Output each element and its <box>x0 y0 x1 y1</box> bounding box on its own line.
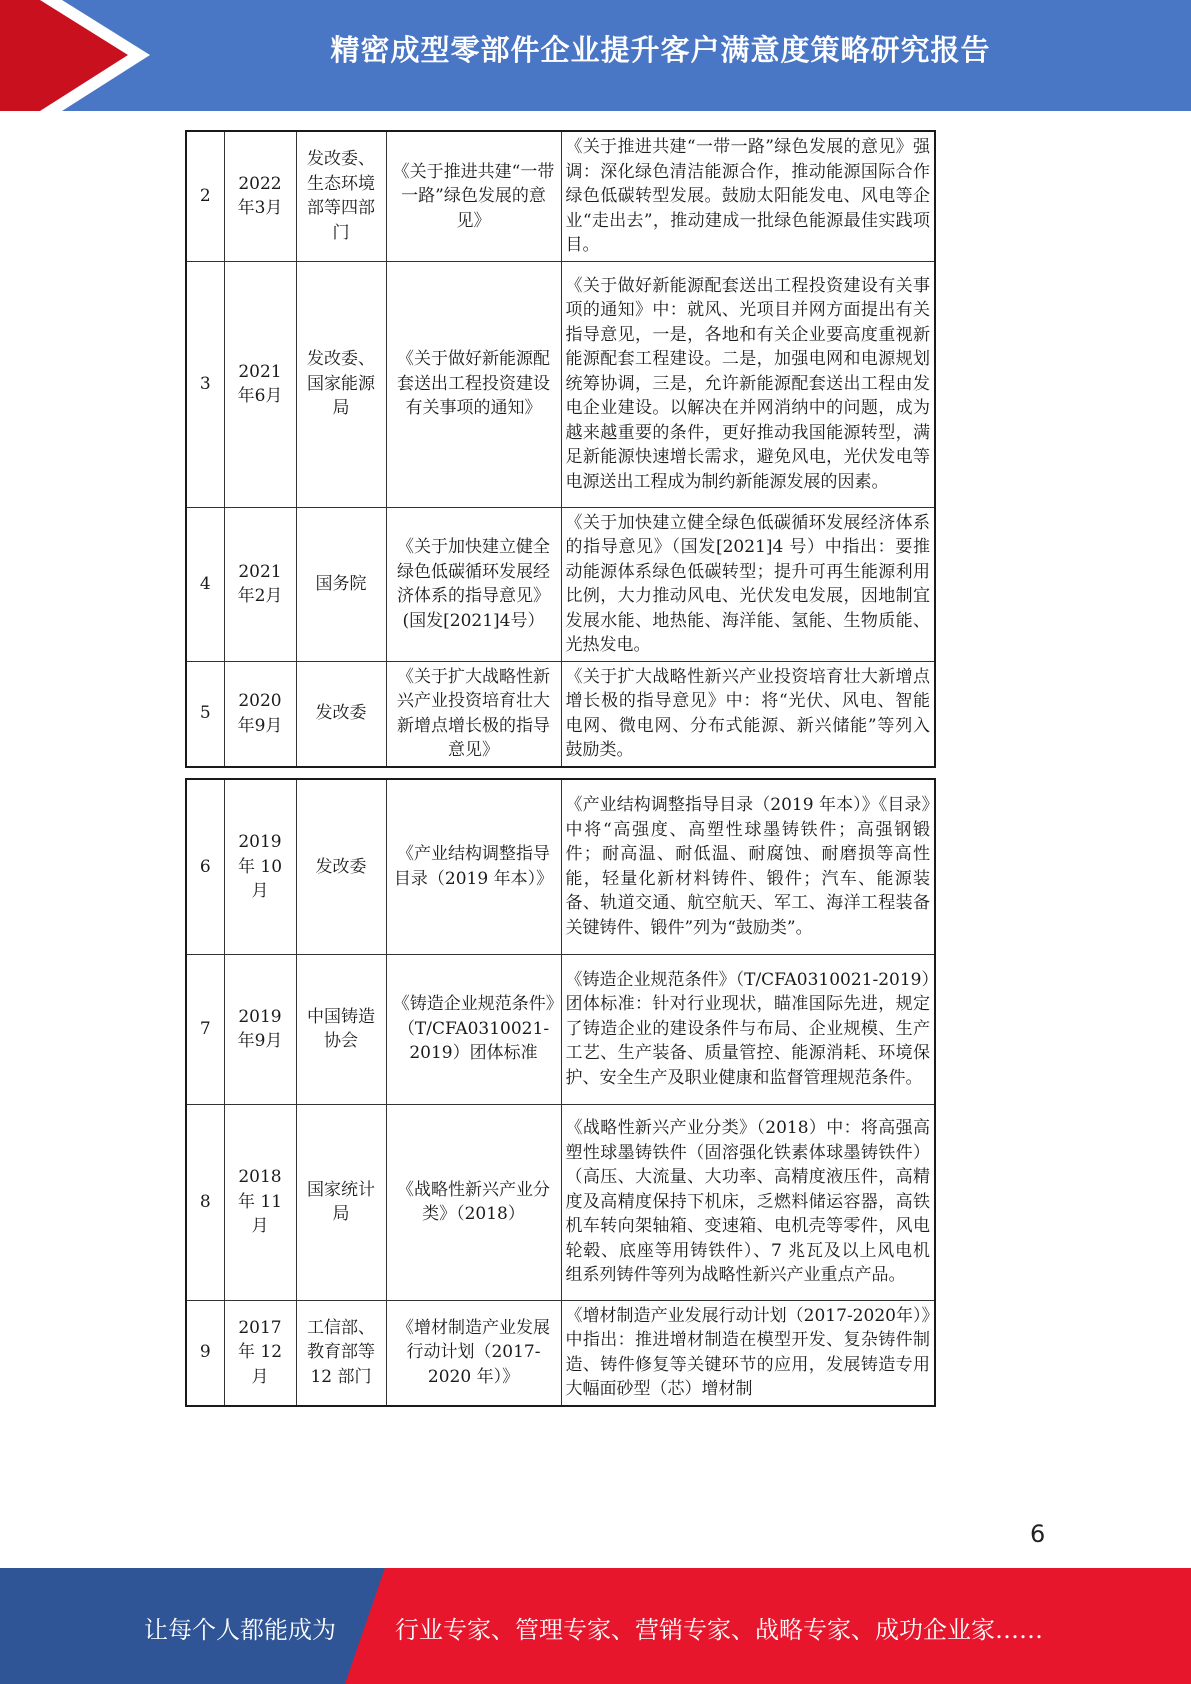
description-cell: 《战略性新兴产业分类》（2018）中：将高强高塑性球墨铸铁件（固溶强化铁素体球墨铸铁件）（高压、大流量、大功率、高精度液压件，高精度及高精度保持下机床，乏燃料储运容器，高铁机车转向架轴箱、变速箱、电机壳等零件，风电轮毂、底座等用铸铁件）、7 兆瓦及以上风电机组系列铸件等列为战略性新兴产业重点产品。 <box>561 1104 935 1300</box>
page-number: 6 <box>1030 1520 1046 1548</box>
row-number-cell: 8 <box>186 1104 224 1300</box>
page-header <box>0 0 1191 111</box>
footer-slogan-right: 行业专家、管理专家、营销专家、战略专家、成功企业家…… <box>395 1616 1043 1644</box>
issuer-cell: 发改委 <box>296 661 386 767</box>
page-title: 精密成型零部件企业提升客户满意度策略研究报告 <box>330 33 991 67</box>
description-cell: 《关于加快建立健全绿色低碳循环发展经济体系的指导意见》（国发[2021]4 号）中指出：要推动能源体系绿色低碳转型；提升可再生能源利用比例，大力推动风电、光伏发电发展，因地制宜发展水能、地热能、海洋能、氢能、生物质能、光热发电。 <box>561 507 935 661</box>
policy-table-part2 <box>185 778 936 1407</box>
table-row <box>186 1300 935 1406</box>
date-cell: 2021 年2月 <box>224 507 296 661</box>
description-cell: 《关于推进共建“一带一路”绿色发展的意见》强调：深化绿色清洁能源合作，推动能源国际合作绿色低碳转型发展。鼓励太阳能发电、风电等企业“走出去”，推动建成一批绿色能源最佳实践项目。 <box>561 131 935 261</box>
date-cell: 2017 年 12 月 <box>224 1300 296 1406</box>
row-number-cell: 9 <box>186 1300 224 1406</box>
document-title-cell: 《关于加快建立健全绿色低碳循环发展经济体系的指导意见》(国发[2021]4号） <box>386 507 561 661</box>
date-cell: 2019 年 10 月 <box>224 779 296 954</box>
date-cell: 2018 年 11 月 <box>224 1104 296 1300</box>
document-title-cell: 《铸造企业规范条件》（T/CFA0310021-2019）团体标准 <box>386 954 561 1104</box>
issuer-cell: 国务院 <box>296 507 386 661</box>
date-cell: 2019 年9月 <box>224 954 296 1104</box>
date-cell: 2022 年3月 <box>224 131 296 261</box>
table-row <box>186 507 935 661</box>
document-title-cell: 《关于扩大战略性新兴产业投资培育壮大新增点增长极的指导意见》 <box>386 661 561 767</box>
header-arrow-decoration <box>0 0 160 111</box>
issuer-cell: 中国铸造协会 <box>296 954 386 1104</box>
row-number-cell: 7 <box>186 954 224 1104</box>
document-title-cell: 《战略性新兴产业分类》（2018） <box>386 1104 561 1300</box>
issuer-cell: 发改委 <box>296 779 386 954</box>
date-cell: 2020 年9月 <box>224 661 296 767</box>
description-cell: 《增材制造产业发展行动计划（2017-2020年）》中指出：推进增材制造在模型开发、复杂铸件制造、铸件修复等关键环节的应用，发展铸造专用大幅面砂型（芯）增材制 <box>561 1300 935 1406</box>
policy-table-part1 <box>185 130 936 768</box>
document-title-cell: 《产业结构调整指导目录（2019 年本）》 <box>386 779 561 954</box>
issuer-cell: 工信部、教育部等 12 部门 <box>296 1300 386 1406</box>
issuer-cell: 国家统计局 <box>296 1104 386 1300</box>
table-row <box>186 131 935 261</box>
description-cell: 《产业结构调整指导目录（2019 年本）》《目录》中将“高强度、高塑性球墨铸铁件；高强钢锻件；耐高温、耐低温、耐腐蚀、耐磨损等高性能，轻量化新材料铸件、锻件；汽车、能源装备、轨道交通、航空航天、军工、海洋工程装备关键铸件、锻件”列为“鼓励类”。 <box>561 779 935 954</box>
document-title-cell: 《增材制造产业发展行动计划（2017-2020 年）》 <box>386 1300 561 1406</box>
row-number-cell: 4 <box>186 507 224 661</box>
row-number-cell: 3 <box>186 261 224 507</box>
row-number-cell: 2 <box>186 131 224 261</box>
table-row <box>186 1104 935 1300</box>
issuer-cell: 发改委、国家能源局 <box>296 261 386 507</box>
document-title-cell: 《关于推进共建“一带一路”绿色发展的意见》 <box>386 131 561 261</box>
footer-slogan-left: 让每个人都能成为 <box>144 1616 336 1644</box>
row-number-cell: 6 <box>186 779 224 954</box>
table-row <box>186 261 935 507</box>
table-row <box>186 661 935 767</box>
document-title-cell: 《关于做好新能源配套送出工程投资建设有关事项的通知》 <box>386 261 561 507</box>
date-cell: 2021 年6月 <box>224 261 296 507</box>
page-footer <box>0 1568 1191 1684</box>
issuer-cell: 发改委、生态环境部等四部门 <box>296 131 386 261</box>
table-row <box>186 779 935 954</box>
description-cell: 《关于扩大战略性新兴产业投资培育壮大新增点增长极的指导意见》中：将“光伏、风电、智能电网、微电网、分布式能源、新兴储能”等列入鼓励类。 <box>561 661 935 767</box>
table-row <box>186 954 935 1104</box>
description-cell: 《关于做好新能源配套送出工程投资建设有关事项的通知》中：就风、光项目并网方面提出有关指导意见，一是，各地和有关企业要高度重视新能源配套工程建设。二是，加强电网和电源规划统筹协调，三是，允许新能源配套送出工程由发电企业建设。以解决在并网消纳中的问题，成为越来越重要的条件，更好推动我国能源转型，满足新能源快速增长需求，避免风电，光伏发电等电源送出工程成为制约新能源发展的因素。 <box>561 261 935 507</box>
row-number-cell: 5 <box>186 661 224 767</box>
description-cell: 《铸造企业规范条件》（T/CFA0310021-2019）团体标准：针对行业现状，瞄准国际先进，规定了铸造企业的建设条件与布局、企业规模、生产工艺、生产装备、质量管控、能源消耗、环境保护、安全生产及职业健康和监督管理规范条件。 <box>561 954 935 1104</box>
